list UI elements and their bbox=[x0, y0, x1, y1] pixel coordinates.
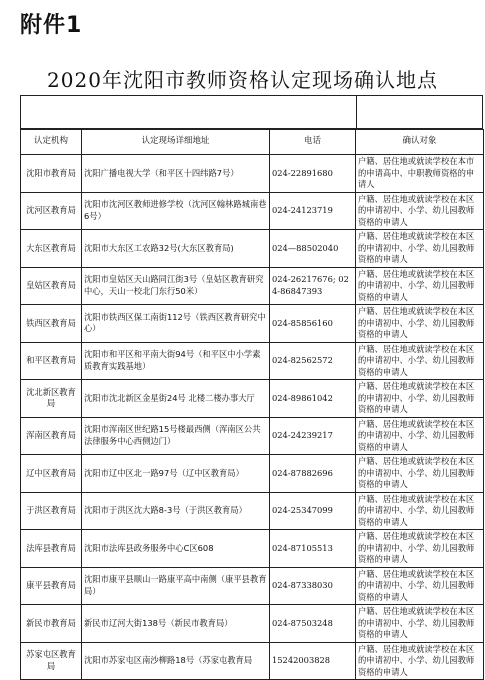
target-cell: 户籍、居住地或就读学校在本区的申请初中、小学、幼儿园教师资格的申请人 bbox=[356, 567, 484, 605]
phone-cell: 024-87338030 bbox=[270, 567, 356, 605]
blank-header-box bbox=[20, 95, 483, 129]
address-cell: 沈阳市辽中区北一路97号（辽中区教育局） bbox=[82, 455, 270, 493]
table-row bbox=[21, 567, 484, 605]
address-cell: 沈阳市苏家屯区南沙柳路18号（苏家屯教育局 bbox=[82, 642, 270, 680]
org-cell: 康平县教育局 bbox=[21, 567, 82, 605]
column-header-org: 认定机构 bbox=[21, 130, 82, 155]
org-cell: 法库县教育局 bbox=[21, 530, 82, 568]
phone-cell: 024-87882696 bbox=[270, 455, 356, 493]
address-cell: 沈阳市皇姑区天山路同江街3号（皇姑区教育研究中心，天山一校北门东行50米） bbox=[82, 267, 270, 305]
phone-cell: 024-89861042 bbox=[270, 380, 356, 418]
target-cell: 户籍、居住地或就读学校在本区的申请初中、小学、幼儿园教师资格的申请人 bbox=[356, 492, 484, 530]
org-cell: 沈北新区教育局 bbox=[21, 380, 82, 418]
phone-cell: 024—88502040 bbox=[270, 230, 356, 268]
phone-cell: 024-85856160 bbox=[270, 305, 356, 343]
table-body bbox=[21, 155, 484, 680]
address-cell: 沈阳广播电视大学（和平区十四纬路7号） bbox=[82, 155, 270, 193]
divider bbox=[356, 96, 357, 128]
target-cell: 户籍、居住地或就读学校在本区的申请初中、小学、幼儿园教师资格的申请人 bbox=[356, 305, 484, 343]
address-cell: 沈阳市于洪区沈大路8-3号（于洪区教育局） bbox=[82, 492, 270, 530]
org-cell: 皇姑区教育局 bbox=[21, 267, 82, 305]
phone-cell: 024-26217676; 024-86847393 bbox=[270, 267, 356, 305]
org-cell: 和平区教育局 bbox=[21, 342, 82, 380]
locations-table bbox=[20, 129, 484, 680]
phone-cell: 15242003828 bbox=[270, 642, 356, 680]
table-row bbox=[21, 605, 484, 643]
target-cell: 户籍、居住地或就读学校在本区的申请初中、小学、幼儿园教师资格的申请人 bbox=[356, 380, 484, 418]
attachment-label: 附件1 bbox=[20, 13, 83, 38]
table-row bbox=[21, 417, 484, 455]
table-row bbox=[21, 380, 484, 418]
target-cell: 户籍、居住地或就读学校在本市的申请高中、中职教师资格的申请人 bbox=[356, 155, 484, 193]
org-cell: 于洪区教育局 bbox=[21, 492, 82, 530]
address-cell: 沈阳市康平县顺山一路康平高中南侧（康平县教育局） bbox=[82, 567, 270, 605]
table-row bbox=[21, 455, 484, 493]
column-header-target: 确认对象 bbox=[356, 130, 484, 155]
phone-cell: 024-22891680 bbox=[270, 155, 356, 193]
table-row bbox=[21, 192, 484, 230]
target-cell: 户籍、居住地或就读学校在本区的申请初中、小学、幼儿园教师资格的申请人 bbox=[356, 342, 484, 380]
table-row bbox=[21, 492, 484, 530]
org-cell: 苏家屯区教育局 bbox=[21, 642, 82, 680]
target-cell: 户籍、居住地或就读学校在本区的申请初中、小学、幼儿园教师资格的申请人 bbox=[356, 417, 484, 455]
address-cell: 沈阳市沈北新区金星街24号 北楼二楼办事大厅 bbox=[82, 380, 270, 418]
phone-cell: 024-24123719 bbox=[270, 192, 356, 230]
target-cell: 户籍、居住地或就读学校在本区的申请初中、小学、幼儿园教师资格的申请人 bbox=[356, 605, 484, 643]
address-cell: 沈阳市大东区工农路32号(大东区教育局) bbox=[82, 230, 270, 268]
table-row bbox=[21, 305, 484, 343]
address-cell: 沈阳市法库县政务服务中心C区608 bbox=[82, 530, 270, 568]
table-row bbox=[21, 230, 484, 268]
target-cell: 户籍、居住地或就读学校在本区的申请初中、小学、幼儿园教师资格的申请人 bbox=[356, 192, 484, 230]
table-header-row bbox=[21, 130, 484, 155]
address-cell: 沈阳市和平区和平南大街94号（和平区中小学素质教育实践基地） bbox=[82, 342, 270, 380]
phone-cell: 024-24239217 bbox=[270, 417, 356, 455]
table-row bbox=[21, 342, 484, 380]
org-cell: 浑南区教育局 bbox=[21, 417, 82, 455]
org-cell: 沈河区教育局 bbox=[21, 192, 82, 230]
table-row bbox=[21, 155, 484, 193]
column-header-address: 认定现场详细地址 bbox=[82, 130, 270, 155]
table-row bbox=[21, 267, 484, 305]
table-row bbox=[21, 530, 484, 568]
org-cell: 铁西区教育局 bbox=[21, 305, 82, 343]
address-cell: 沈阳市浑南区世纪路15号楼最西侧（浑南区公共法律服务中心西侧边门） bbox=[82, 417, 270, 455]
address-cell: 新民市辽河大街138号（新民市教育局） bbox=[82, 605, 270, 643]
address-cell: 沈阳市铁西区保工南街112号（铁西区教育研究中心） bbox=[82, 305, 270, 343]
target-cell: 户籍、居住地或就读学校在本区的申请初中、小学、幼儿园教师资格的申请人 bbox=[356, 642, 484, 680]
page-title: 2020年沈阳市教师资格认定现场确认地点 bbox=[47, 68, 438, 92]
phone-cell: 024-87503248 bbox=[270, 605, 356, 643]
phone-cell: 024-25347099 bbox=[270, 492, 356, 530]
target-cell: 户籍、居住地或就读学校在本区的申请初中、小学、幼儿园教师资格的申请人 bbox=[356, 530, 484, 568]
phone-cell: 024-87105513 bbox=[270, 530, 356, 568]
target-cell: 户籍、居住地或就读学校在本区的申请初中、小学、幼儿园教师资格的申请人 bbox=[356, 267, 484, 305]
org-cell: 大东区教育局 bbox=[21, 230, 82, 268]
org-cell: 辽中区教育局 bbox=[21, 455, 82, 493]
phone-cell: 024-82562572 bbox=[270, 342, 356, 380]
org-cell: 沈阳市教育局 bbox=[21, 155, 82, 193]
column-header-phone: 电话 bbox=[270, 130, 356, 155]
target-cell: 户籍、居住地或就读学校在本区的申请初中、小学、幼儿园教师资格的申请人 bbox=[356, 455, 484, 493]
org-cell: 新民市教育局 bbox=[21, 605, 82, 643]
target-cell: 户籍、居住地或就读学校在本区的申请初中、小学、幼儿园教师资格的申请人 bbox=[356, 230, 484, 268]
address-cell: 沈阳市沈河区教师进修学校（沈河区翰林路城南巷6号） bbox=[82, 192, 270, 230]
